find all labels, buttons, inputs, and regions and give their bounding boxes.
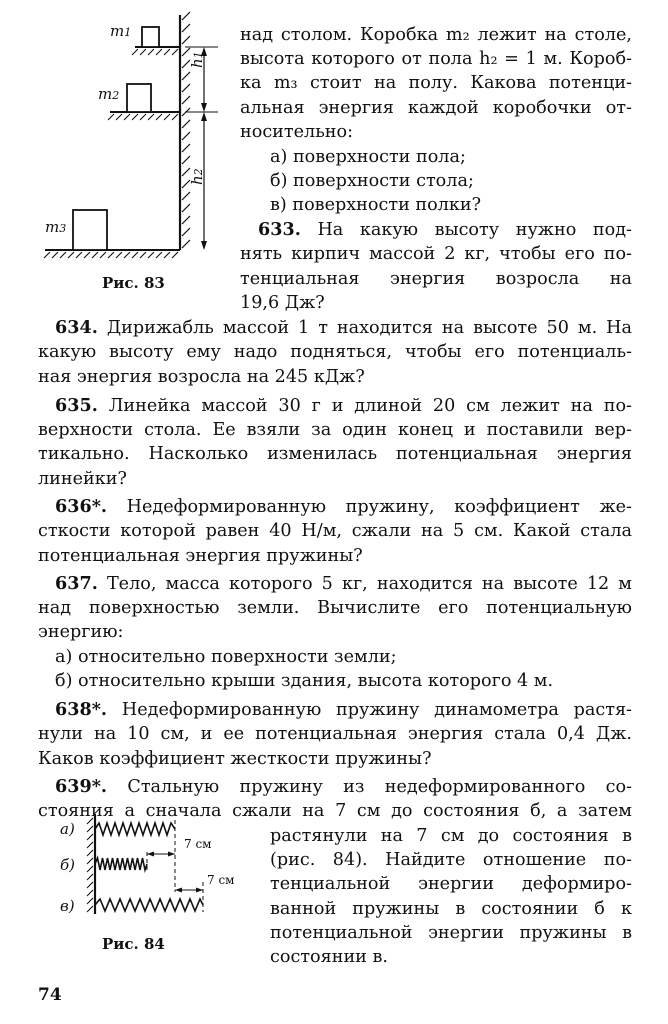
problem-639-line: тенциальной энергии деформиро- bbox=[270, 874, 632, 894]
label-m1: m1 bbox=[110, 22, 132, 40]
problem-637-option-a: а) относительно поверхности земли; bbox=[55, 647, 397, 667]
text-line: альная энергия каждой коробочки от- bbox=[240, 98, 632, 118]
problem-633-line: тенциальная энергия возросла на bbox=[240, 269, 632, 289]
problem-636-line: 636*. Недеформированную пружину, коэффициент же- bbox=[55, 496, 632, 517]
label-h2: h2 bbox=[188, 168, 206, 185]
problem-633-line: 633. На какую высоту нужно под- bbox=[258, 219, 632, 240]
problem-636-line: потенциальная энергия пружины? bbox=[38, 546, 363, 566]
problem-635-line: 635. Линейка массой 30 г и длиной 20 см лежит на по- bbox=[55, 395, 632, 416]
problem-634-line: ная энергия возросла на 245 кДж? bbox=[38, 367, 365, 387]
problem-637-line: 637. Тело, масса которого 5 кг, находится на высоте 12 м bbox=[55, 573, 632, 594]
problem-634-line: 634. Дирижабль массой 1 т находится на высоте 50 м. На bbox=[55, 317, 632, 338]
option-a: а) поверхности пола; bbox=[270, 147, 466, 167]
problem-639-line: потенциальной энергии пружины в bbox=[270, 923, 632, 943]
problem-637-option-b: б) относительно крыши здания, высота которого 4 м. bbox=[55, 671, 554, 691]
fig84-label-a: а) bbox=[60, 820, 75, 838]
page-number: 74 bbox=[38, 985, 62, 1005]
label-m2: m2 bbox=[98, 85, 120, 103]
fig84-dim-2: 7 см bbox=[207, 873, 235, 887]
problem-634-line: какую высоту ему надо подняться, чтобы его потенциаль- bbox=[38, 342, 632, 362]
problem-637-line: над поверхностью земли. Вычислите его потенциальную bbox=[38, 598, 632, 618]
text-line: ка m₃ стоит на полу. Какова потенци- bbox=[240, 73, 632, 93]
text-line: над столом. Коробка m₂ лежит на столе, bbox=[240, 25, 632, 45]
fig84-label-b: б) bbox=[60, 856, 76, 874]
problem-635-line: тикально. Насколько изменилась потенциальная энергия bbox=[38, 444, 632, 464]
problem-639-line: состоянии в. bbox=[270, 947, 388, 967]
figure-84-diagram bbox=[85, 812, 255, 922]
problem-635-line: верхности стола. Ее взяли за один конец и поставили вер- bbox=[38, 420, 632, 440]
label-m3: m3 bbox=[45, 218, 67, 236]
label-h1: h1 bbox=[188, 51, 206, 68]
problem-639-line: стояния а сначала сжали на 7 см до состояния б, а затем bbox=[38, 801, 632, 821]
problem-639-line: ванной пружины в состоянии б к bbox=[270, 899, 632, 919]
problem-638-line: 638*. Недеформированную пружину динамометра растя- bbox=[55, 699, 632, 720]
problem-637-line: энергию: bbox=[38, 622, 124, 642]
figure-83-caption: Рис. 83 bbox=[102, 274, 165, 292]
problem-633-line: нять кирпич массой 2 кг, чтобы его по- bbox=[240, 244, 632, 264]
option-c: в) поверхности полки? bbox=[270, 195, 482, 215]
problem-638-line: Каков коэффициент жесткости пружины? bbox=[38, 749, 432, 769]
figure-84-caption: Рис. 84 bbox=[102, 935, 165, 953]
fig84-label-c: в) bbox=[60, 897, 75, 915]
problem-639-line: 639*. Стальную пружину из недеформированного со- bbox=[55, 776, 632, 797]
problem-639-line: (рис. 84). Найдите отношение по- bbox=[270, 850, 632, 870]
problem-635-line: линейки? bbox=[38, 469, 127, 489]
fig84-dim-1: 7 см bbox=[184, 837, 212, 851]
option-b: б) поверхности стола; bbox=[270, 171, 474, 191]
problem-633-line: 19,6 Дж? bbox=[240, 293, 325, 313]
problem-638-line: нули на 10 см, и ее потенциальная энергия стала 0,4 Дж. bbox=[38, 724, 632, 744]
text-line: высота которого от пола h₂ = 1 м. Короб- bbox=[240, 49, 632, 69]
problem-639-line: растянули на 7 см до состояния в bbox=[270, 826, 632, 846]
text-line: носительно: bbox=[240, 122, 354, 142]
problem-636-line: сткости которой равен 40 Н/м, сжали на 5 см. Какой стала bbox=[38, 521, 632, 541]
